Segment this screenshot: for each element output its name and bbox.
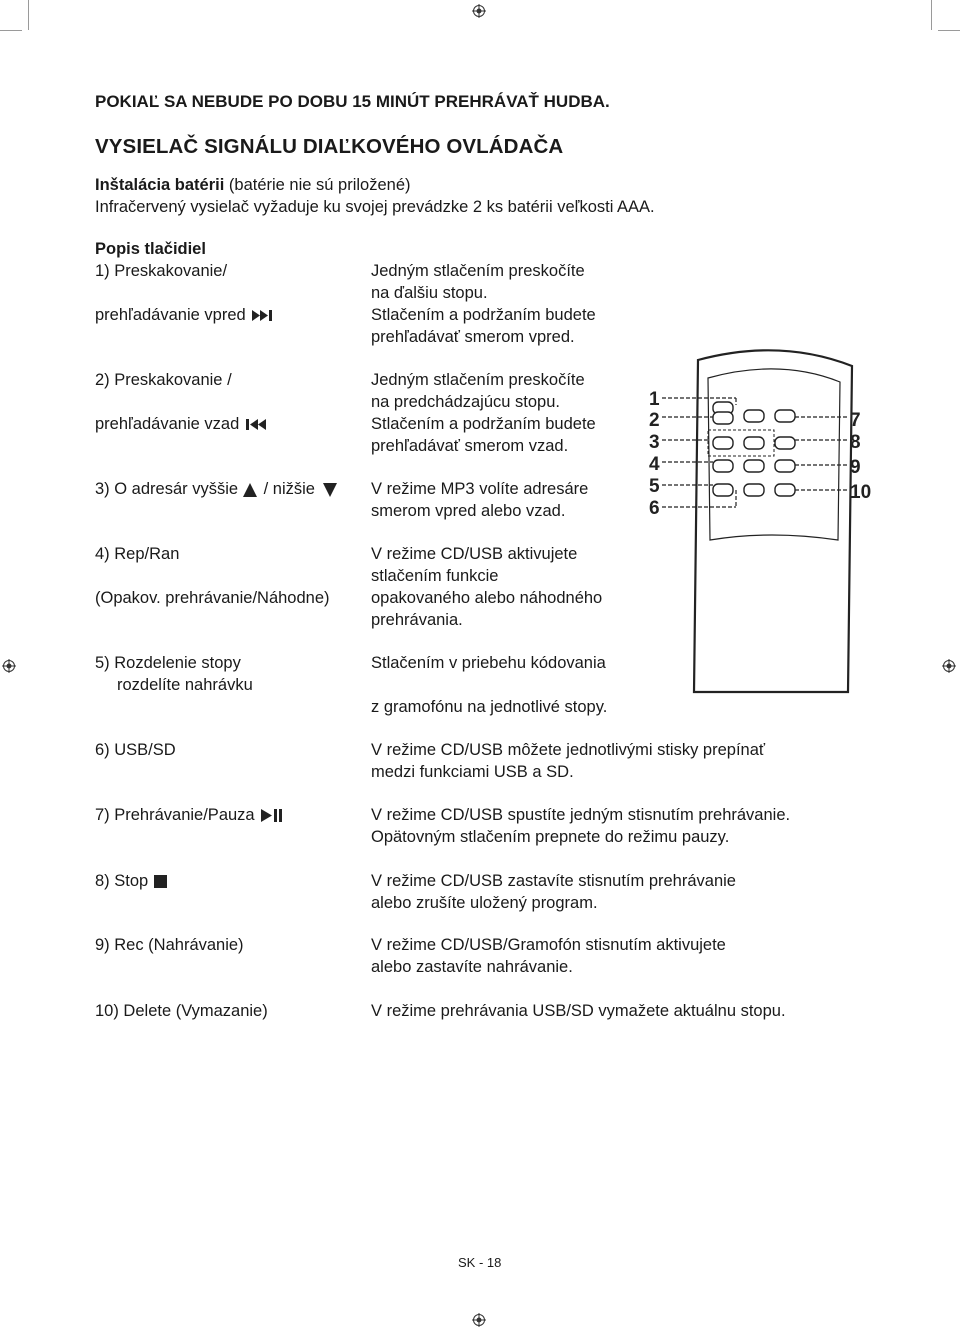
item-3-desc-1: V režime MP3 volíte adresáre [371,480,589,498]
remote-button [713,412,733,424]
remote-button [744,410,764,422]
remote-button [775,437,795,449]
remote-number-7: 7 [850,410,861,431]
stop-icon [154,875,167,888]
item-5-label: 5) Rozdelenie stopy [95,654,241,672]
warning-title: POKIAĽ SA NEBUDE PO DOBU 15 MINÚT PREHRÁVAŤ HUDBA. [95,92,610,111]
next-track-icon [252,310,274,321]
battery-heading-note: (batérie nie sú priložené) [224,176,411,194]
registration-mark-icon [472,1313,486,1327]
item-4-desc-2: stlačením funkcie [371,567,499,585]
item-9-desc-1: V režime CD/USB/Gramofón stisnutím aktivujete [371,936,726,954]
remote-number-8: 8 [850,432,861,453]
item-10-label: 10) Delete (Vymazanie) [95,1002,268,1020]
remote-number-3: 3 [649,432,660,453]
item-8-desc-2: alebo zrušíte uložený program. [371,894,598,912]
previous-track-icon [245,419,267,430]
item-4-desc-3: opakovaného alebo náhodného [371,589,603,607]
item-2-desc-4: prehľadávať smerom vzad. [371,437,569,455]
remote-number-5: 5 [649,476,660,497]
remote-button [713,484,733,496]
play-pause-icon [261,809,283,822]
buttons-heading: Popis tlačidiel [95,240,206,258]
remote-button [775,460,795,472]
item-2-desc-2: na predchádzajúcu stopu. [371,393,560,411]
remote-button [713,460,733,472]
battery-text: Infračervený vysielač vyžaduje ku svojej prevádzke 2 ks batérii veľkosti AAA. [95,198,655,216]
triangle-up-icon [243,483,257,497]
crop-mark [938,30,960,31]
item-1-desc-3: Stlačením a podržaním budete [371,306,596,324]
item-9-desc-2: alebo zastavíte nahrávanie. [371,958,573,976]
item-7-desc-2: Opätovným stlačením prepnete do režimu pauzy. [371,828,730,846]
item-1-label-2: prehľadávanie vpred [95,304,274,326]
item-2-desc-3: Stlačením a podržaním budete [371,415,596,433]
item-5-desc-1: Stlačením v priebehu kódovania [371,654,606,672]
item-4-label-2: (Opakov. prehrávanie/Náhodne) [95,589,330,607]
item-7-desc-1: V režime CD/USB spustíte jedným stisnutím prehrávanie. [371,806,791,824]
item-8-desc-1: V režime CD/USB zastavíte stisnutím prehrávanie [371,872,736,890]
item-2-label: 2) Preskakovanie / [95,371,232,389]
item-4-desc-1: V režime CD/USB aktivujete [371,545,578,563]
item-6-desc-1: V režime CD/USB môžete jednotlivými stisky prepínať [371,741,766,759]
item-9-label: 9) Rec (Nahrávanie) [95,936,244,954]
item-5-desc-3: z gramofónu na jednotlivé stopy. [371,698,608,716]
remote-button [775,410,795,422]
item-6-desc-2: medzi funkciami USB a SD. [371,763,574,781]
registration-mark-icon [472,4,486,18]
item-4-desc-4: prehrávania. [371,611,463,629]
item-1-desc-1: Jedným stlačením preskočíte [371,262,585,280]
crop-mark [0,30,22,31]
crop-mark [931,0,932,30]
item-10-desc-1: V režime prehrávania USB/SD vymažete aktuálnu stopu. [371,1002,786,1020]
battery-heading: Inštalácia batérii [95,176,225,194]
remote-control-illustration [640,340,890,700]
registration-mark-icon [942,659,956,673]
remote-button [744,484,764,496]
item-7-label: 7) Prehrávanie/Pauza [95,804,283,826]
remote-number-6: 6 [649,498,660,519]
registration-mark-icon [2,659,16,673]
page-number: SK - 18 [458,1255,502,1270]
remote-number-2: 2 [649,410,660,431]
remote-button [775,484,795,496]
item-2-desc-1: Jedným stlačením preskočíte [371,371,585,389]
item-5-label-2: rozdelíte nahrávku [117,676,253,694]
item-8-label: 8) Stop [95,870,167,892]
remote-button [744,460,764,472]
battery-heading-line [95,174,411,196]
triangle-down-icon [323,483,337,497]
item-2-label-2: prehľadávanie vzad [95,413,267,435]
section-title: VYSIELAČ SIGNÁLU DIAĽKOVÉHO OVLÁDAČA [95,135,564,158]
remote-button [744,437,764,449]
remote-button [713,437,733,449]
remote-number-1: 1 [649,389,660,410]
item-6-label: 6) USB/SD [95,741,176,759]
remote-number-4: 4 [649,454,660,475]
remote-number-9: 9 [850,457,861,478]
item-1-label: 1) Preskakovanie/ [95,262,228,280]
item-3-label: 3) O adresár vyššie / nižšie [95,478,337,500]
item-1-desc-4: prehľadávať smerom vpred. [371,328,575,346]
item-3-desc-2: smerom vpred alebo vzad. [371,502,566,520]
item-1-desc-2: na ďalšiu stopu. [371,284,488,302]
remote-number-10: 10 [850,482,872,503]
item-4-label: 4) Rep/Ran [95,545,180,563]
crop-mark [28,0,29,30]
